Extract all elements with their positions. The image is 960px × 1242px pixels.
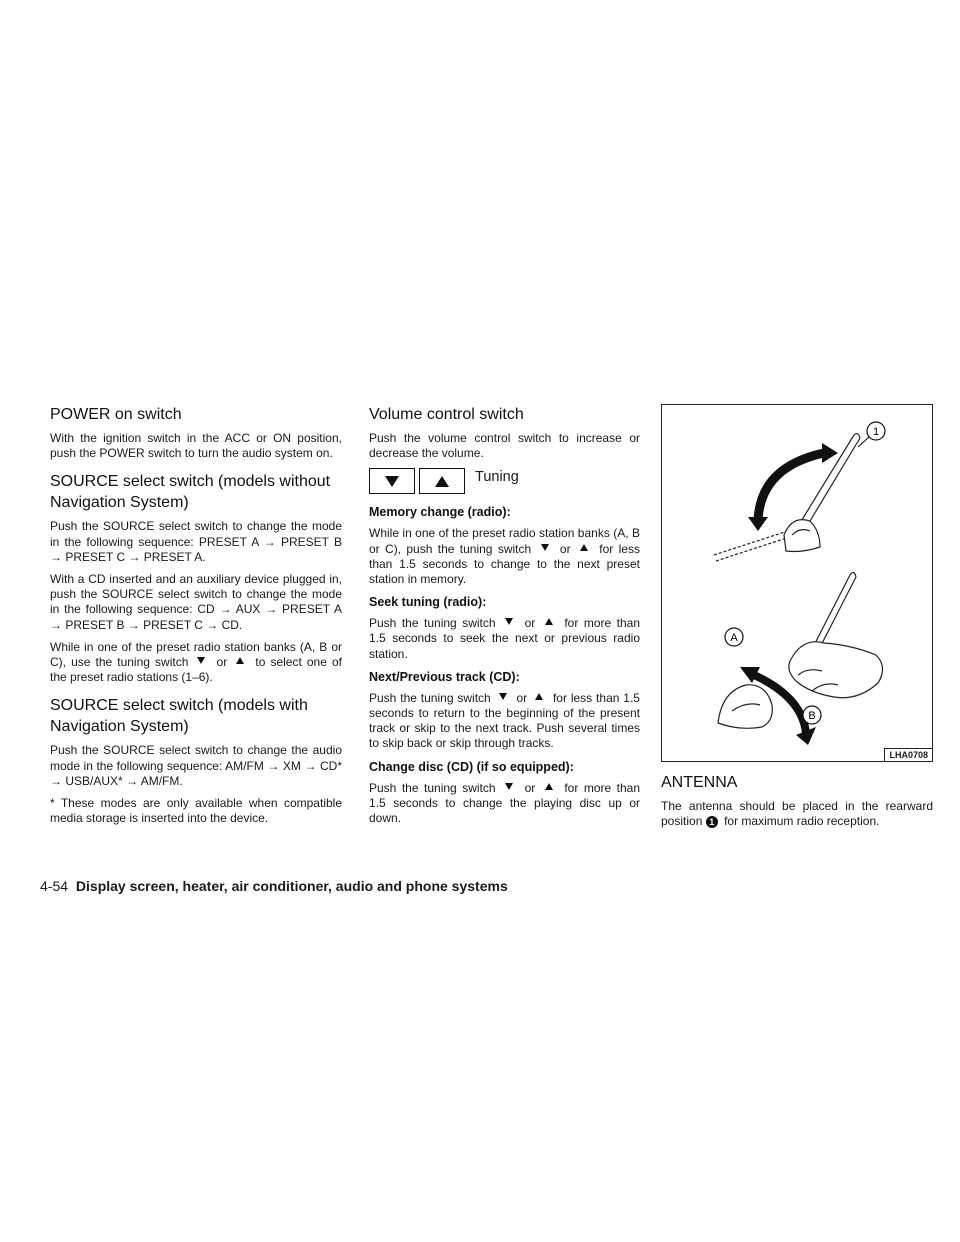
column-2 [369, 404, 640, 833]
track-heading: Next/Previous track (CD): [369, 669, 520, 684]
source-no-nav-p3 [50, 640, 342, 686]
track-text-a: Push the tuning switch [369, 690, 491, 705]
tune-up-icon [580, 544, 588, 551]
seek-heading: Seek tuning (radio): [369, 595, 487, 610]
column-1 [50, 404, 342, 833]
tuning-switch-graphic [369, 468, 640, 494]
source-no-nav-p1: Push the SOURCE select switch to change the mode in the following sequence: PRESET A → PRESET B → PRESET C → PRESET A. [50, 519, 342, 564]
or-text: or [516, 690, 528, 705]
tune-up-icon [236, 657, 244, 664]
tune-down-icon [385, 476, 399, 487]
figure-code: LHA0708 [884, 748, 932, 761]
tune-up-key [419, 468, 465, 494]
power-text: With the ignition switch in the ACC or ON position, push the POWER switch to turn the audio system on. [50, 431, 342, 461]
or-text: or [216, 655, 228, 670]
seek-text [369, 616, 640, 662]
track-text-b: for less than 1.5 seconds to return to the beginning of the present track or skip to the next track. Push several times to skip back or skip through tracks. [369, 690, 640, 751]
tune-up-icon [535, 693, 543, 700]
track-text [369, 691, 640, 752]
disc-text-a: Push the tuning switch [369, 780, 496, 795]
tune-down-icon [197, 657, 205, 664]
section-title: Display screen, heater, air conditioner, audio and phone systems [75, 878, 508, 894]
column-3 [661, 404, 933, 836]
antenna-text [661, 799, 933, 829]
page-number: 4-54 [40, 878, 69, 894]
tune-down-icon [499, 693, 507, 700]
tune-down-icon [505, 783, 513, 790]
or-text: or [524, 780, 536, 795]
memory-heading: Memory change (radio): [369, 505, 511, 520]
tune-up-icon [435, 476, 449, 487]
power-heading: POWER on switch [50, 406, 182, 423]
figure-label-1: 1 [872, 426, 880, 438]
source-no-nav-heading: SOURCE select switch (models without Navigation System) [50, 473, 331, 512]
page-footer [40, 878, 508, 894]
antenna-text-a: The antenna should be placed in the rearward position [661, 799, 933, 829]
tune-up-icon [545, 618, 553, 625]
source-nav-p1: Push the SOURCE select switch to change the audio mode in the following sequence: AM/FM → XM → CD* → USB/AUX* → AM/FM. [50, 743, 342, 788]
or-text: or [559, 541, 571, 556]
antenna-heading: ANTENNA [661, 774, 738, 791]
disc-text [369, 781, 640, 827]
tune-down-icon [541, 544, 549, 551]
source-no-nav-p3-b: to select one of the preset radio stations (1–6). [50, 655, 342, 685]
source-nav-heading: SOURCE select switch (models with Navigation System) [50, 697, 308, 736]
volume-heading: Volume control switch [369, 406, 524, 423]
source-no-nav-p3-a: While in one of the preset radio station banks (A, B or C), use the tuning switch [50, 639, 342, 670]
seek-text-b: for more than 1.5 seconds to seek the next or previous radio station. [369, 616, 641, 661]
antenna-figure [661, 404, 933, 762]
antenna-text-b: for maximum radio reception. [724, 814, 880, 829]
figure-label-b: B [808, 710, 816, 722]
or-text: or [524, 616, 536, 631]
source-no-nav-p2: With a CD inserted and an auxiliary device plugged in, push the SOURCE select switch to change the mode in the following sequence: CD → AUX → PRESET A → PRESET B → PRESET C → CD. [50, 572, 342, 632]
tune-down-key [369, 468, 415, 494]
tuning-label: Tuning [475, 469, 519, 486]
source-nav-note: * These modes are only available when compatible media storage is inserted into the device. [50, 796, 342, 826]
tune-down-icon [505, 618, 513, 625]
volume-text: Push the volume control switch to increase or decrease the volume. [369, 431, 640, 461]
tune-up-icon [545, 783, 553, 790]
memory-text-a: While in one of the preset radio station banks (A, B or C), push the tuning switch [369, 526, 640, 556]
memory-text [369, 526, 640, 587]
figure-label-a: A [730, 632, 738, 644]
seek-text-a: Push the tuning switch [369, 616, 496, 631]
circled-number-1-icon: 1 [706, 816, 718, 828]
memory-text-b: for less than 1.5 seconds to change to the next preset station in memory. [369, 541, 640, 587]
disc-heading: Change disc (CD) (if so equipped): [369, 759, 574, 774]
disc-text-b: for more than 1.5 seconds to change the playing disc up or down. [369, 780, 641, 826]
antenna-illustration [662, 405, 932, 761]
